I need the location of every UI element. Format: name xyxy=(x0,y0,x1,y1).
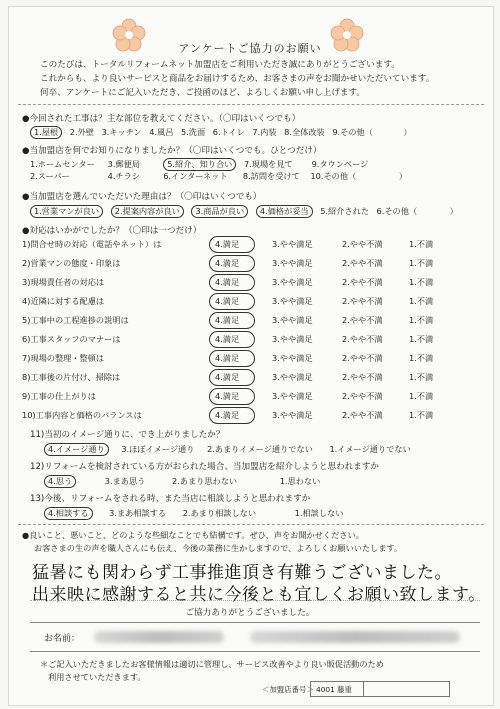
thanks-message: ご協力ありがとうございました。 xyxy=(185,608,315,618)
q13-options xyxy=(44,507,348,520)
q12-option[interactable]: 1.思わない xyxy=(279,476,321,486)
rating-option-3[interactable]: 3.やや満足 xyxy=(272,391,313,401)
comment-label: ●良いこと、悪いこと、どのような些細なことでも結構です。ぜひ、声をお聞かせください。 xyxy=(22,530,364,540)
q1-option[interactable]: 2.外壁 xyxy=(69,127,94,137)
rating-row: 3)現場責任者の対応は 4.満足 3.やや満足 2.やや不満 1.不満 xyxy=(22,275,482,291)
rating-option-2[interactable]: 2.やや不満 xyxy=(342,334,383,344)
rating-option-3[interactable]: 3.やや満足 xyxy=(272,353,313,363)
q11-option[interactable]: 2.あまりイメージ通りでない xyxy=(207,444,313,454)
redacted-name xyxy=(94,631,224,643)
shop-number-label: ＜加盟店番号＞ xyxy=(262,685,314,694)
q12-option[interactable]: 4.思う xyxy=(44,475,76,488)
q13-label: 13)今後、リフォームをされる時、また当店に相談しようと思われますか xyxy=(30,494,311,504)
q1-option[interactable]: 4.風呂 xyxy=(149,127,174,137)
q12-option[interactable]: 3.まあ思う xyxy=(104,476,146,486)
q3-options xyxy=(30,205,463,218)
box-divider xyxy=(363,682,364,696)
q2-option[interactable]: 6.インターネット xyxy=(163,171,228,181)
q1-option[interactable]: 8.全体改装 xyxy=(284,127,325,137)
rating-option-3[interactable]: 3.やや満足 xyxy=(272,410,313,420)
q1-option[interactable]: 7.内装 xyxy=(252,127,277,137)
rating-row: 5)工事中の工程進捗の説明は 4.満足 3.やや満足 2.やや不満 1.不満 xyxy=(22,313,482,329)
rating-option-1[interactable]: 1.不満 xyxy=(409,277,434,287)
q2-option[interactable]: 3.郵便局 xyxy=(107,159,140,169)
rating-option-1[interactable]: 1.不満 xyxy=(409,372,434,382)
selection-circle xyxy=(209,388,255,405)
q12-options xyxy=(44,475,325,488)
shop-code: 4001 藤重 xyxy=(316,685,352,694)
rating-option-1[interactable]: 1.不満 xyxy=(409,334,434,344)
handwritten-comment-line: 出来映に感謝すると共に今後とも宜しくお願い致します。 xyxy=(32,585,486,605)
q2-option[interactable]: 9.タウンページ xyxy=(311,159,369,169)
q3-option[interactable]: 5.紹介された xyxy=(320,206,369,216)
q3-option[interactable]: 3.商品が良い xyxy=(191,205,248,218)
q11-option[interactable]: 4.イメージ通り xyxy=(44,443,109,456)
handwritten-comment-line: 猛暑にも関わらず工事推進頂き有難うございました。 xyxy=(32,563,452,583)
selection-circle xyxy=(209,350,255,367)
rating-option-3[interactable]: 3.やや満足 xyxy=(272,296,313,306)
rating-option-2[interactable]: 2.やや不満 xyxy=(342,410,383,420)
intro-text: このたびは、トータルリフォームネット加盟店をご利用いただき誠にありがとうございます。 これからも、より良いサービスと商品をお届けするため、お客さまの声をお聞かせいただいています。 何卒、アンケートにご記入いただき、ご投函のほど、よろしくお願い申し上げます。 xyxy=(40,60,435,98)
rating-row: 8)工事後の片付け、掃除は 4.満足 3.やや満足 2.やや不満 1.不満 xyxy=(22,370,482,386)
rating-row: 9)工事の仕上がりは 4.満足 3.やや満足 2.やや不満 1.不満 xyxy=(22,389,482,405)
rating-option-3[interactable]: 3.やや満足 xyxy=(272,372,313,382)
q1-option[interactable]: 5.洗面 xyxy=(181,127,206,137)
rating-option-1[interactable]: 1.不満 xyxy=(409,410,434,420)
rating-row: 7)現場の整理・整頓は 4.満足 3.やや満足 2.やや不満 1.不満 xyxy=(22,351,482,367)
rating-option-4[interactable]: 4.満足 xyxy=(215,239,240,249)
page-title: アンケートご協力のお願い xyxy=(178,42,322,55)
q13-option[interactable]: 2.あまり相談しない xyxy=(182,508,257,518)
rating-option-4[interactable]: 4.満足 xyxy=(215,258,240,268)
q3-option[interactable]: 6.その他（ xyxy=(376,206,418,216)
rating-option-2[interactable]: 2.やや不満 xyxy=(342,277,383,287)
divider xyxy=(18,524,484,525)
rating-row: 2)営業マンの態度・印象は 4.満足 3.やや満足 2.やや不満 1.不満 xyxy=(22,256,482,272)
name-field[interactable] xyxy=(30,622,480,652)
selection-circle xyxy=(209,331,255,348)
q13-option[interactable]: 4.相談する xyxy=(44,507,93,520)
name-label: お名前： xyxy=(44,634,81,644)
rating-option-1[interactable]: 1.不満 xyxy=(409,239,434,249)
q12-label: 12)リフォームを検討されている方がおられた場合、当加盟店を紹介しようと思われますか xyxy=(30,462,380,472)
rating-option-3[interactable]: 3.やや満足 xyxy=(272,239,313,249)
rating-option-2[interactable]: 2.やや不満 xyxy=(342,391,383,401)
q11-option[interactable]: 3.ほぼイメージ通り xyxy=(121,444,195,454)
rating-option-3[interactable]: 3.やや満足 xyxy=(272,315,313,325)
q1-option[interactable]: 9.その他（ xyxy=(332,127,373,137)
q2-option[interactable]: 2.スーパー xyxy=(30,171,70,181)
rating-option-3[interactable]: 3.やや満足 xyxy=(272,258,313,268)
q2-options-a xyxy=(30,158,373,171)
rating-option-1[interactable]: 1.不満 xyxy=(409,391,434,401)
rating-option-4[interactable]: 4.満足 xyxy=(215,410,240,420)
q12-option[interactable]: 2.あまり思わない xyxy=(171,476,238,486)
selection-circle xyxy=(209,236,255,253)
rating-row: 10)工事内容と価格のバランスは 4.満足 3.やや満足 2.やや不満 1.不満 xyxy=(22,408,482,424)
q11-label: 11)当初のイメージ通りに、でき上がりましたか？ xyxy=(30,430,225,440)
selection-circle xyxy=(209,293,255,310)
rating-option-3[interactable]: 3.やや満足 xyxy=(272,277,313,287)
q1-options xyxy=(30,126,417,139)
selection-circle xyxy=(209,369,255,386)
rating-option-4[interactable]: 4.満足 xyxy=(215,334,240,344)
q1-option[interactable]: 6.トイレ xyxy=(212,127,245,137)
q2-option[interactable]: 7.現場を見て xyxy=(243,159,293,169)
rating-row: 4)近隣に対する配慮は 4.満足 3.やや満足 2.やや不満 1.不満 xyxy=(22,294,482,310)
rating-option-4[interactable]: 4.満足 xyxy=(215,296,240,306)
q11-options xyxy=(44,443,416,456)
rating-option-3[interactable]: 3.やや満足 xyxy=(272,334,313,344)
q2-option[interactable]: 8.訪問を受けて xyxy=(242,171,300,181)
q1-option[interactable]: 3.キッチン xyxy=(101,127,142,137)
q3-option-close: ） xyxy=(449,206,458,216)
selection-circle xyxy=(209,312,255,329)
selection-circle xyxy=(209,274,255,291)
q3-option[interactable]: 2.提案内容が良い xyxy=(111,205,184,218)
divider xyxy=(18,104,484,105)
rating-row: 6)工事スタッフのマナーは 4.満足 3.やや満足 2.やや不満 1.不満 xyxy=(22,332,482,348)
privacy-note: ＊ご記入いただきましたお客様情報は適切に管理し、サービス改善やより良い販促活動のため 利用させていただきます。 xyxy=(40,659,384,682)
rating-option-1[interactable]: 1.不満 xyxy=(409,353,434,363)
shop-number-box xyxy=(310,681,450,697)
q1-option[interactable]: 1.屋根 xyxy=(30,126,62,139)
rating-option-1[interactable]: 1.不満 xyxy=(409,315,434,325)
q2-option[interactable]: 5.紹介、知り合い xyxy=(163,158,236,171)
q2-option[interactable]: 4.チラシ xyxy=(107,171,140,181)
q2-options-b xyxy=(30,171,412,182)
q1-option-close: ） xyxy=(403,127,412,137)
rating-option-2[interactable]: 2.やや不満 xyxy=(342,239,383,249)
rating-option-2[interactable]: 2.やや不満 xyxy=(342,258,383,268)
q1-label: ●今回された工事は？主な部位を教えてください。（〇印はいくつでも） xyxy=(22,114,301,124)
redacted-name xyxy=(250,631,460,643)
q2-option[interactable]: 1.ホームセンター xyxy=(30,159,95,169)
q3-label: ●当加盟店を選んでいただいた理由は？（〇印はいくつでも） xyxy=(22,192,262,202)
selection-circle xyxy=(209,255,255,272)
rating-option-4[interactable]: 4.満足 xyxy=(215,353,240,363)
rating-option-4[interactable]: 4.満足 xyxy=(215,277,240,287)
rating-option-4[interactable]: 4.満足 xyxy=(215,372,240,382)
q4-label: ●対応はいかがでしたか？（〇印は一つだけ） xyxy=(22,226,202,236)
rating-option-2[interactable]: 2.やや不満 xyxy=(342,372,383,382)
rating-option-4[interactable]: 4.満足 xyxy=(215,391,240,401)
q2-option[interactable]: 10.その他（ xyxy=(310,171,357,181)
comment-label-2: お客さまの生の声を職人さんにも伝え、今後の業務に生かしますので、よろしくお願いいたします。 xyxy=(34,543,403,553)
selection-circle xyxy=(209,407,255,424)
q3-option[interactable]: 1.営業マンが良い xyxy=(30,205,103,218)
rating-option-4[interactable]: 4.満足 xyxy=(215,315,240,325)
rating-option-2[interactable]: 2.やや不満 xyxy=(342,315,383,325)
rating-row: 1)問合せ時の対応（電話やネット）は 4.満足 3.やや満足 2.やや不満 1.不満 xyxy=(22,237,482,253)
rating-option-1[interactable]: 1.不満 xyxy=(409,258,434,268)
q3-option[interactable]: 4.価格が妥当 xyxy=(256,205,313,218)
q13-option[interactable]: 1.相談しない xyxy=(294,508,344,518)
q2-label: ●当加盟店を何でお知りになりましたか？（〇印はいくつでも。ひとつだけ） xyxy=(22,146,322,156)
rating-option-2[interactable]: 2.やや不満 xyxy=(342,296,383,306)
q11-option[interactable]: 1.イメージ通りでない xyxy=(329,444,411,454)
divider xyxy=(30,600,480,601)
q2-option-close: ） xyxy=(398,171,408,181)
q13-option[interactable]: 3.まあ相談する xyxy=(109,508,167,518)
rating-option-2[interactable]: 2.やや不満 xyxy=(342,353,383,363)
rating-option-1[interactable]: 1.不満 xyxy=(409,296,434,306)
